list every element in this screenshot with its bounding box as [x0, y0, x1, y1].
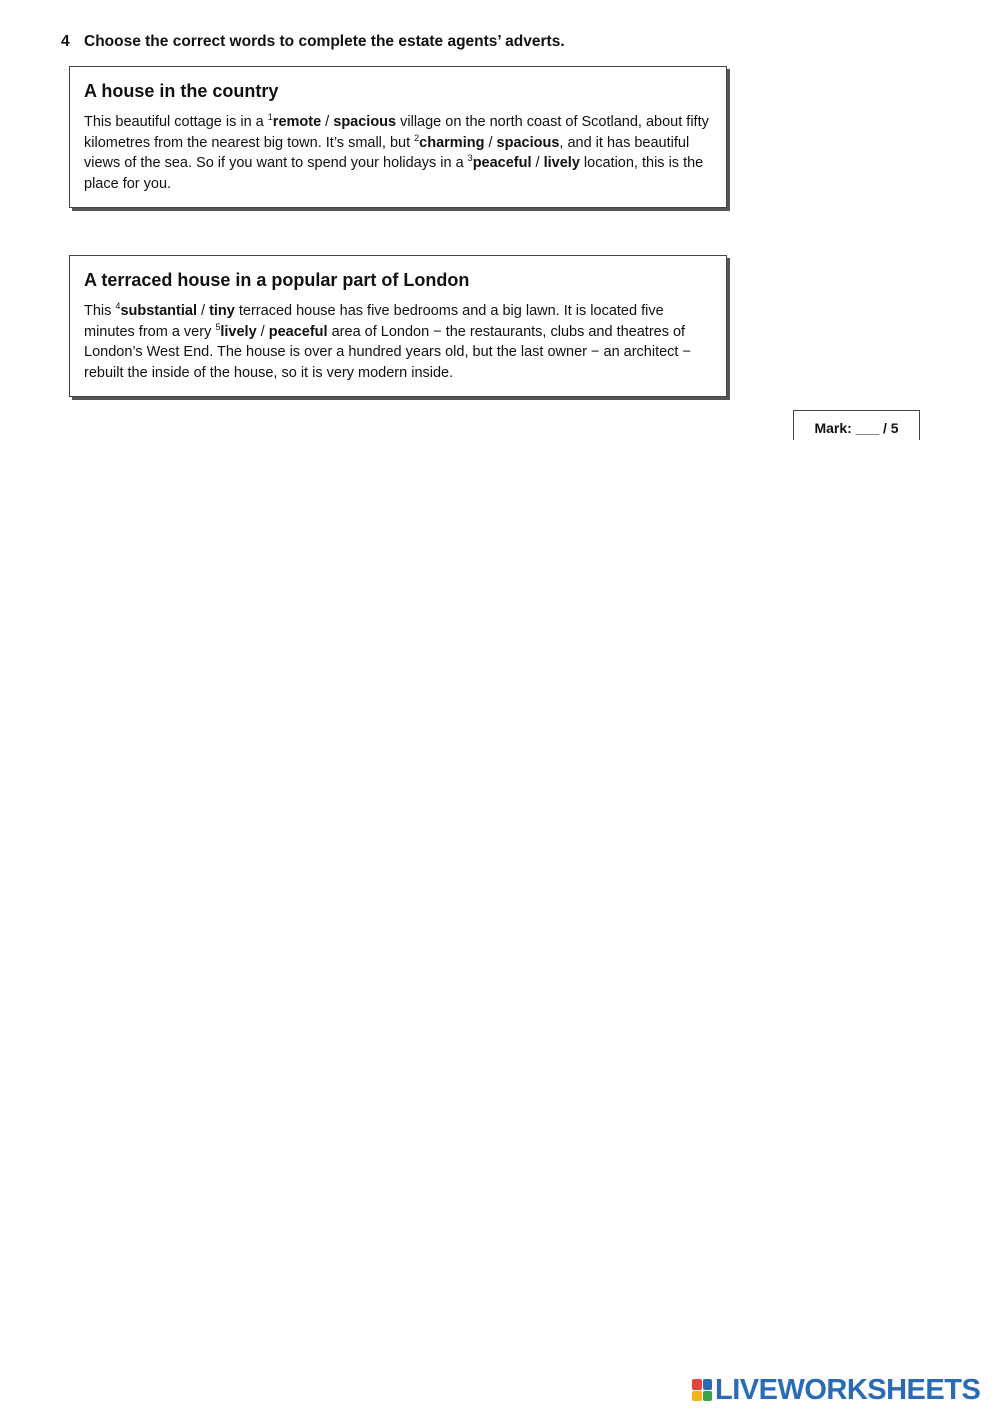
- gap-number: 2: [414, 132, 420, 143]
- logo-square: [692, 1391, 702, 1402]
- gap-number: 4: [115, 301, 121, 311]
- word-choice-5[interactable]: [220, 324, 327, 340]
- choice-separator: /: [531, 155, 544, 171]
- option-lively[interactable]: lively: [543, 155, 580, 171]
- option-spacious[interactable]: spacious: [496, 134, 560, 151]
- exercise-instruction: [61, 33, 565, 51]
- advert-title: A house in the country: [84, 81, 279, 101]
- option-spacious[interactable]: spacious: [333, 114, 397, 130]
- advert-text: village on the north coast of Scotland, about fifty kilometres from the nearest big town. It’s small, but: [84, 114, 709, 151]
- mark-box: Mark: ___ / 5: [793, 410, 920, 440]
- word-choice-1[interactable]: [273, 114, 396, 130]
- word-choice-2[interactable]: [419, 135, 559, 151]
- advert-text: This: [84, 303, 116, 319]
- advert-body: [84, 301, 714, 383]
- choice-separator: /: [256, 323, 269, 340]
- advert-text: terraced house has five bedrooms and a big lawn. It is located five minutes from a very: [84, 303, 664, 340]
- logo-square: [703, 1379, 713, 1390]
- advert-text: , and it has beautiful views of the sea. So if you want to spend your holidays in a: [84, 134, 690, 171]
- option-tiny[interactable]: tiny: [209, 303, 235, 319]
- word-choice-3[interactable]: [473, 155, 580, 171]
- option-peaceful[interactable]: peaceful: [472, 155, 532, 171]
- gap-number: 3: [467, 153, 473, 163]
- option-remote[interactable]: remote: [272, 114, 322, 130]
- advert-text: area of London − the restaurants, clubs and theatres of London’s West End. The house is over a hundred years old, but the last owner − an architect − rebuilt the inside of the house, so it is very modern inside.: [84, 323, 691, 381]
- liveworksheets-logo: [692, 1374, 980, 1406]
- advert-country-house: [69, 66, 727, 208]
- choice-separator: /: [484, 134, 497, 151]
- advert-london-house: [69, 255, 727, 397]
- advert-text: location, this is the place for you.: [84, 155, 704, 192]
- logo-grid-icon: [692, 1379, 712, 1401]
- logo-text: LIVEWORKSHEETS: [715, 1373, 981, 1406]
- logo-square: [692, 1379, 702, 1390]
- advert-text: This beautiful cottage is in a: [84, 114, 268, 130]
- advert-title: A terraced house in a popular part of London: [84, 270, 470, 290]
- gap-number: 5: [215, 321, 221, 332]
- logo-square: [703, 1391, 713, 1402]
- choice-separator: /: [196, 303, 210, 319]
- option-peaceful[interactable]: peaceful: [268, 323, 328, 340]
- word-choice-4[interactable]: [120, 303, 234, 319]
- option-charming[interactable]: charming: [419, 134, 485, 151]
- exercise-number: 4: [61, 33, 70, 50]
- gap-number: 1: [267, 112, 273, 122]
- option-substantial[interactable]: substantial: [120, 303, 197, 319]
- choice-separator: /: [321, 114, 334, 130]
- option-lively[interactable]: lively: [220, 323, 257, 340]
- instruction-text: Choose the correct words to complete the estate agents’ adverts.: [84, 33, 565, 50]
- advert-body: [84, 112, 714, 194]
